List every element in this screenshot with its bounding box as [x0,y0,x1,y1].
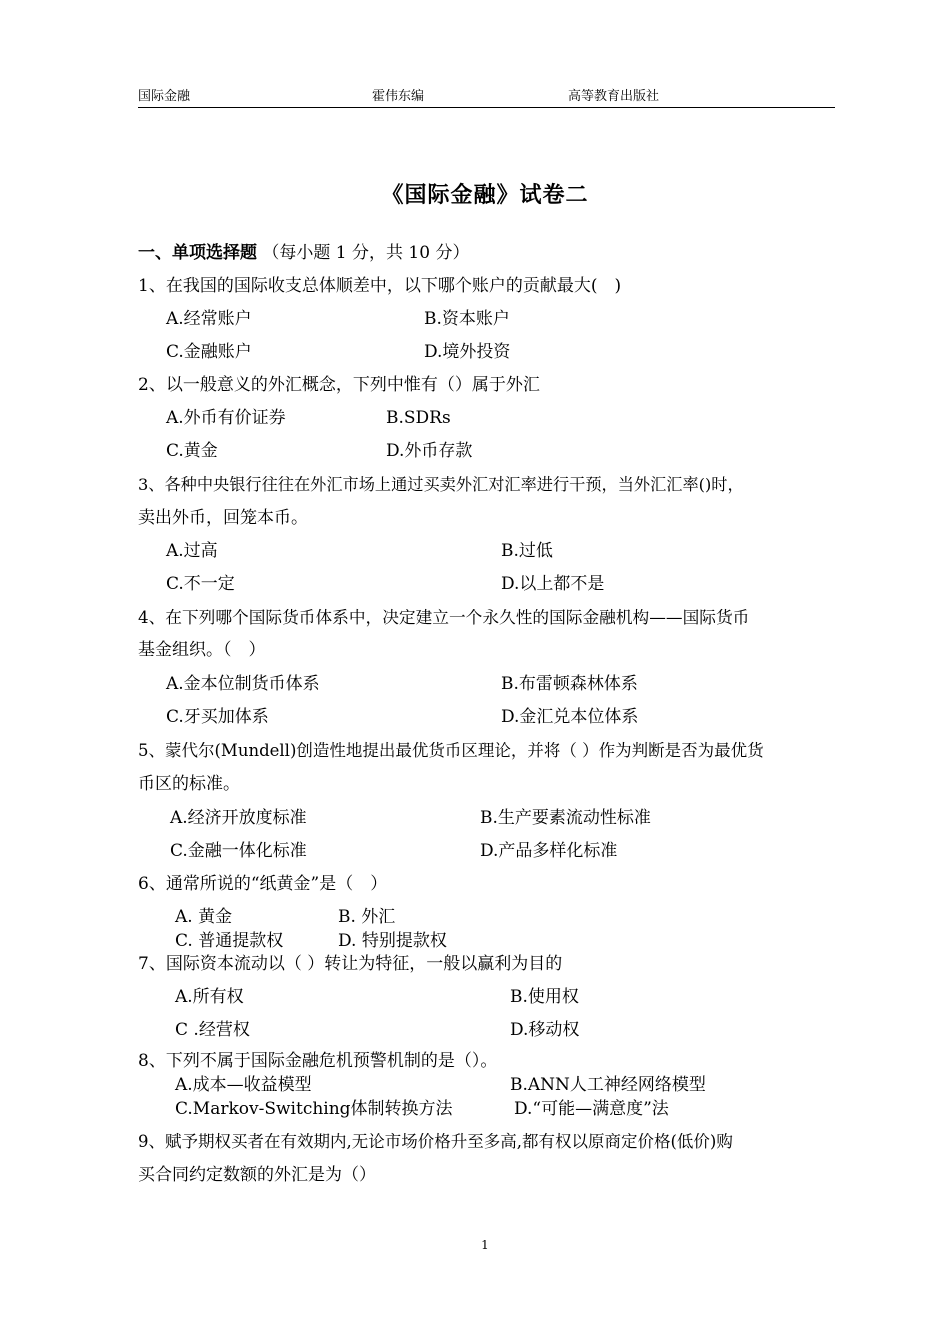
question-8-option-d: D.“可能—满意度”法 [514,1099,669,1119]
question-7-option-c: C .经营权 [175,1020,250,1040]
question-4-option-a: A.金本位制货币体系 [166,674,320,694]
question-1-option-b: B.资本账户 [424,309,510,329]
header-author: 霍伟东编 [372,89,425,104]
question-2-option-c: C.黄金 [166,441,218,461]
section-heading-line [138,242,469,264]
question-6-option-a: A. 黄金 [175,907,233,927]
question-5-option-d: D.产品多样化标准 [480,841,618,861]
question-6-option-d: D. 特别提款权 [338,931,447,951]
question-6-option-b: B. 外汇 [338,907,396,927]
question-8-option-b: B.ANN人工神经网络模型 [510,1075,706,1095]
page-header [138,89,835,108]
question-7-option-d: D.移动权 [510,1020,580,1040]
page-number: 1 [481,1238,489,1252]
exam-title: 《国际金融》试卷二 [381,183,589,208]
question-4-stem-line-2: 基金组织。（ ） [138,640,266,660]
question-3-option-a: A.过高 [166,541,218,561]
question-4-option-c: C.牙买加体系 [166,707,269,727]
question-3-option-b: B.过低 [501,541,553,561]
question-8-option-a: A.成本—收益模型 [175,1075,312,1095]
section-note: （每小题 1 分，共 10 分） [262,243,470,263]
question-7-stem: 7、国际资本流动以（ ）转让为特征，一般以赢利为目的 [138,954,563,974]
question-7-option-a: A.所有权 [175,987,244,1007]
question-8-option-c: C.Markov-Switching体制转换方法 [175,1099,453,1119]
question-6-option-c: C. 普通提款权 [175,931,284,951]
question-2-option-a: A.外币有价证券 [166,408,286,428]
header-publisher: 高等教育出版社 [568,89,660,104]
question-5-option-a: A.经济开放度标准 [170,808,307,828]
question-5-stem-line-2: 币区的标准。 [138,774,240,794]
question-1-option-d: D.境外投资 [424,342,511,362]
question-6-stem: 6、通常所说的“纸黄金”是（ ） [138,874,388,894]
question-2-stem: 2、以一般意义的外汇概念，下列中惟有（）属于外汇 [138,375,540,395]
question-9-stem-line-1: 9、赋予期权买者在有效期内,无论市场价格升至多高,都有权以原商定价格(低价)购 [138,1132,733,1151]
question-2-option-d: D.外币存款 [386,441,473,461]
question-3-option-d: D.以上都不是 [501,574,605,594]
question-4-option-d: D.金汇兑本位体系 [501,707,639,727]
question-4-stem-line-1: 4、在下列哪个国际货币体系中，决定建立一个永久性的国际金融机构——国际货币 [138,607,750,627]
question-3-stem-line-1: 3、各种中央银行往往在外汇市场上通过买卖外汇对汇率进行干预，当外汇汇率()时， [138,475,744,494]
section-heading: 一、单项选择题 [138,243,257,263]
question-5-option-c: C.金融一体化标准 [170,841,307,861]
question-7-option-b: B.使用权 [510,987,579,1007]
question-8-stem: 8、下列不属于国际金融危机预警机制的是（）。 [138,1051,498,1071]
question-5-option-b: B.生产要素流动性标准 [480,808,651,828]
question-1-option-a: A.经常账户 [166,309,252,329]
header-course-name: 国际金融 [138,89,191,104]
question-1-stem: 1、在我国的国际收支总体顺差中，以下哪个账户的贡献最大( ) [138,276,622,296]
question-4-option-b: B.布雷顿森林体系 [501,674,638,694]
question-1-option-c: C.金融账户 [166,342,252,362]
question-5-stem-line-1: 5、蒙代尔(Mundell)创造性地提出最优货币区理论，并将（ ）作为判断是否为最优货 [138,741,764,760]
question-3-option-c: C.不一定 [166,574,235,594]
question-9-stem-line-2: 买合同约定数额的外汇是为（） [138,1165,376,1185]
question-3-stem-line-2: 卖出外币，回笼本币。 [138,508,308,528]
question-2-option-b: B.SDRs [386,408,451,428]
